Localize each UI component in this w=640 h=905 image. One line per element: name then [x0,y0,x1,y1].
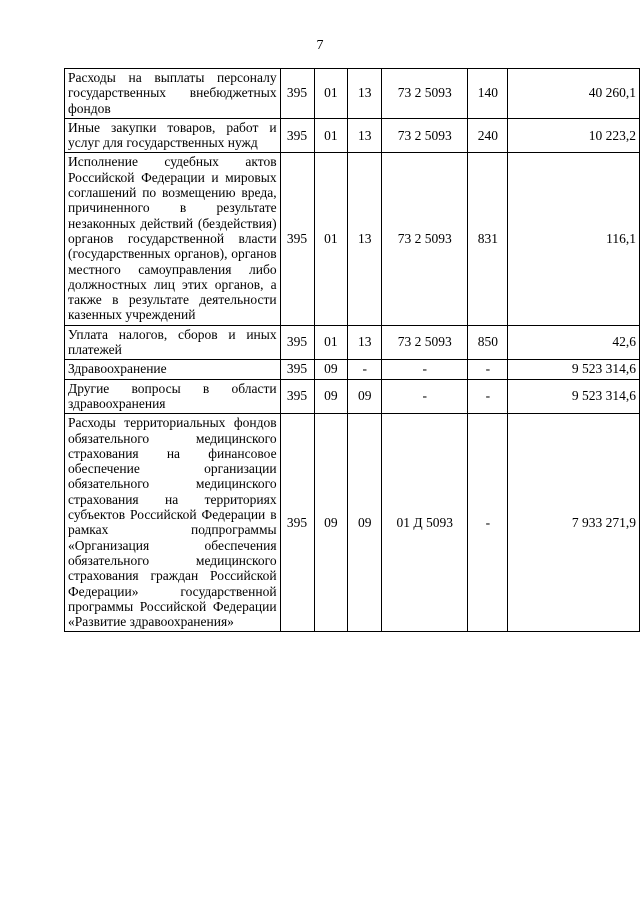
row-name: Исполнение судебных актов Российской Федерации и мировых соглашений по возмещению вреда, причиненного в результате незаконных действий (бездействия) органов государственной власти (государственных органов), органов местного самоуправления либо должностных лиц этих органов, а также в результате деятельности казенных учреждений [65,153,281,325]
row-vr: 831 [468,153,508,325]
table-row [65,325,640,360]
row-pr: 09 [348,379,382,414]
row-csr: 73 2 5093 [382,118,468,153]
row-csr: - [382,360,468,379]
row-gr: 395 [280,325,314,360]
row-rz: 01 [314,69,348,119]
row-csr: 01 Д 5093 [382,414,468,632]
row-vr: 850 [468,325,508,360]
row-csr: - [382,379,468,414]
row-vr: - [468,414,508,632]
row-sum: 10 223,2 [508,118,640,153]
row-csr: 73 2 5093 [382,69,468,119]
row-pr: 13 [348,118,382,153]
row-name: Здравоохранение [65,360,281,379]
row-sum: 116,1 [508,153,640,325]
row-gr: 395 [280,153,314,325]
table-row [65,379,640,414]
row-sum: 7 933 271,9 [508,414,640,632]
row-name: Расходы территориальных фондов обязательного медицинского страхования на финансовое обеспечение организации обязательного медицинского страхования на территориях субъектов Российской Федерации в рамках подпрограммы «Организация обеспечения обязательного медицинского страхования граждан Российской Федерации» государственной программы Российской Федерации «Развитие здравоохранения» [65,414,281,632]
row-vr: - [468,360,508,379]
row-rz: 01 [314,118,348,153]
row-gr: 395 [280,414,314,632]
row-gr: 395 [280,69,314,119]
row-rz: 09 [314,360,348,379]
table-row [65,118,640,153]
row-vr: 140 [468,69,508,119]
page-number: 7 [316,38,324,53]
row-rz: 09 [314,414,348,632]
row-gr: 395 [280,118,314,153]
row-name: Иные закупки товаров, работ и услуг для государственных нужд [65,118,281,153]
row-vr: - [468,379,508,414]
row-sum: 42,6 [508,325,640,360]
table-row [65,360,640,379]
row-name: Уплата налогов, сборов и иных платежей [65,325,281,360]
row-pr: 13 [348,69,382,119]
row-pr: - [348,360,382,379]
row-gr: 395 [280,379,314,414]
row-vr: 240 [468,118,508,153]
row-sum: 40 260,1 [508,69,640,119]
row-csr: 73 2 5093 [382,325,468,360]
row-name: Расходы на выплаты персоналу государственных внебюджетных фондов [65,69,281,119]
row-rz: 09 [314,379,348,414]
row-pr: 09 [348,414,382,632]
row-pr: 13 [348,153,382,325]
budget-table [64,68,640,632]
row-sum: 9 523 314,6 [508,360,640,379]
table-row [65,414,640,632]
row-csr: 73 2 5093 [382,153,468,325]
row-name: Другие вопросы в области здравоохранения [65,379,281,414]
row-gr: 395 [280,360,314,379]
row-rz: 01 [314,325,348,360]
table-row [65,153,640,325]
row-rz: 01 [314,153,348,325]
row-sum: 9 523 314,6 [508,379,640,414]
row-pr: 13 [348,325,382,360]
table-row [65,69,640,119]
